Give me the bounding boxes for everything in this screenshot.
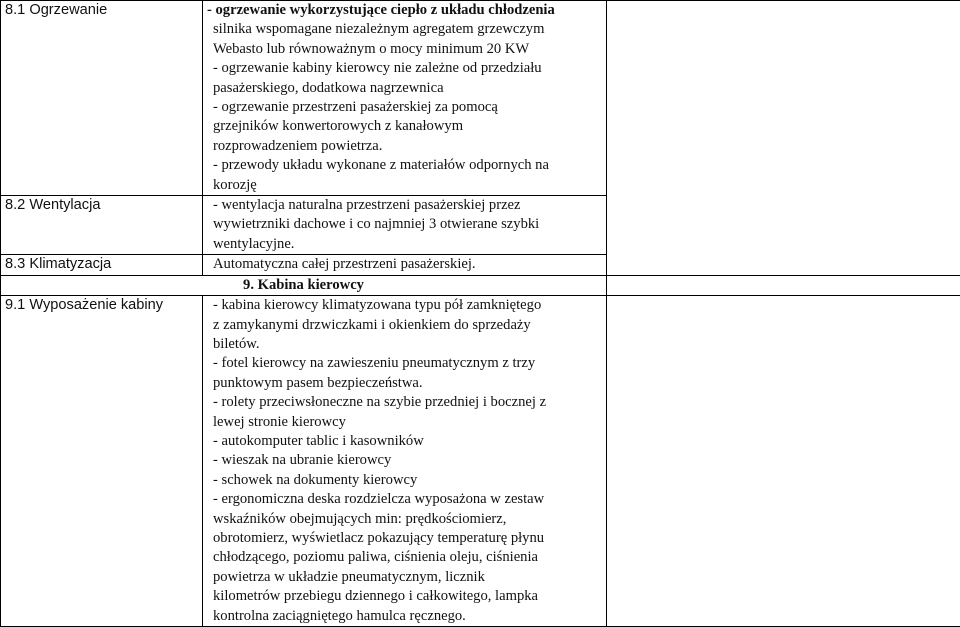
content-line: punktowym pasem bezpieczeństwa. [207, 374, 602, 393]
content-line: chłodzącego, poziomu paliwa, ciśnienia oleju, ciśnienia [207, 548, 602, 567]
content-line: - rolety przeciwsłoneczne na szybie przedniej i bocznej z [207, 393, 602, 412]
content-line: - autokomputer tablic i kasowników [207, 432, 602, 451]
row-label-9-1: 9.1 Wyposażenie kabiny [1, 296, 203, 627]
content-line: wskaźników obejmujących min: prędkościomierz, [207, 510, 602, 529]
content-line: silnika wspomagane niezależnym agregatem grzewczym [207, 20, 602, 39]
content-line: - ogrzewanie wykorzystujące ciepło z układu chłodzenia [207, 1, 602, 20]
content-line: wentylacyjne. [207, 235, 602, 254]
content-line: korozję [207, 176, 602, 195]
content-line: Automatyczna całej przestrzeni pasażerskiej. [207, 255, 602, 274]
content-line: - ogrzewanie kabiny kierowcy nie zależne od przedziału [207, 59, 602, 78]
content-line: pasażerskiego, dodatkowa nagrzewnica [207, 79, 602, 98]
table-row-heading-9 [1, 275, 960, 295]
row-content-8-3 [203, 255, 607, 275]
empty-right-cell [607, 296, 960, 627]
row-label-8-1: 8.1 Ogrzewanie [1, 1, 203, 196]
row-content-9-1 [203, 296, 607, 627]
row-content-8-2 [203, 196, 607, 255]
content-line: - wieszak na ubranie kierowcy [207, 451, 602, 470]
row-label-8-2: 8.2 Wentylacja [1, 196, 203, 255]
content-line: - przewody układu wykonane z materiałów odpornych na [207, 156, 602, 175]
content-line: - wentylacja naturalna przestrzeni pasażerskiej przez [207, 196, 602, 215]
content-line: powietrza w układzie pneumatycznym, licznik [207, 568, 602, 587]
content-line: z zamykanymi drzwiczkami i okienkiem do sprzedaży [207, 316, 602, 335]
content-line: - schowek na dokumenty kierowcy [207, 471, 602, 490]
table-row-9-1 [1, 296, 960, 627]
content-line: lewej stronie kierowcy [207, 413, 602, 432]
content-line: biletów. [207, 335, 602, 354]
row-content-8-1 [203, 1, 607, 196]
content-line: wywietrzniki dachowe i co najmniej 3 otwierane szybki [207, 215, 602, 234]
content-line: - fotel kierowcy na zawieszeniu pneumatycznym z trzy [207, 354, 602, 373]
row-label-8-3: 8.3 Klimatyzacja [1, 255, 203, 275]
empty-right-column [607, 1, 960, 276]
content-line: kilometrów przebiegu dziennego i całkowitego, lampka [207, 587, 602, 606]
content-line: kontrolna zaciągniętego hamulca ręcznego. [207, 607, 602, 626]
content-line: - ergonomiczna deska rozdzielcza wyposażona w zestaw [207, 490, 602, 509]
section-heading: 9. Kabina kierowcy [1, 275, 607, 295]
content-line: - kabina kierowcy klimatyzowana typu pół zamkniętego [207, 296, 602, 315]
content-line: grzejników konwertorowych z kanałowym [207, 117, 602, 136]
content-line: rozprowadzeniem powietrza. [207, 137, 602, 156]
content-line: obrotomierz, wyświetlacz pokazujący temperaturę płynu [207, 529, 602, 548]
empty-right-cell [607, 275, 960, 295]
content-line: Webasto lub równoważnym o mocy minimum 20 KW [207, 40, 602, 59]
table-row-8-1 [1, 1, 960, 196]
content-line: - ogrzewanie przestrzeni pasażerskiej za pomocą [207, 98, 602, 117]
